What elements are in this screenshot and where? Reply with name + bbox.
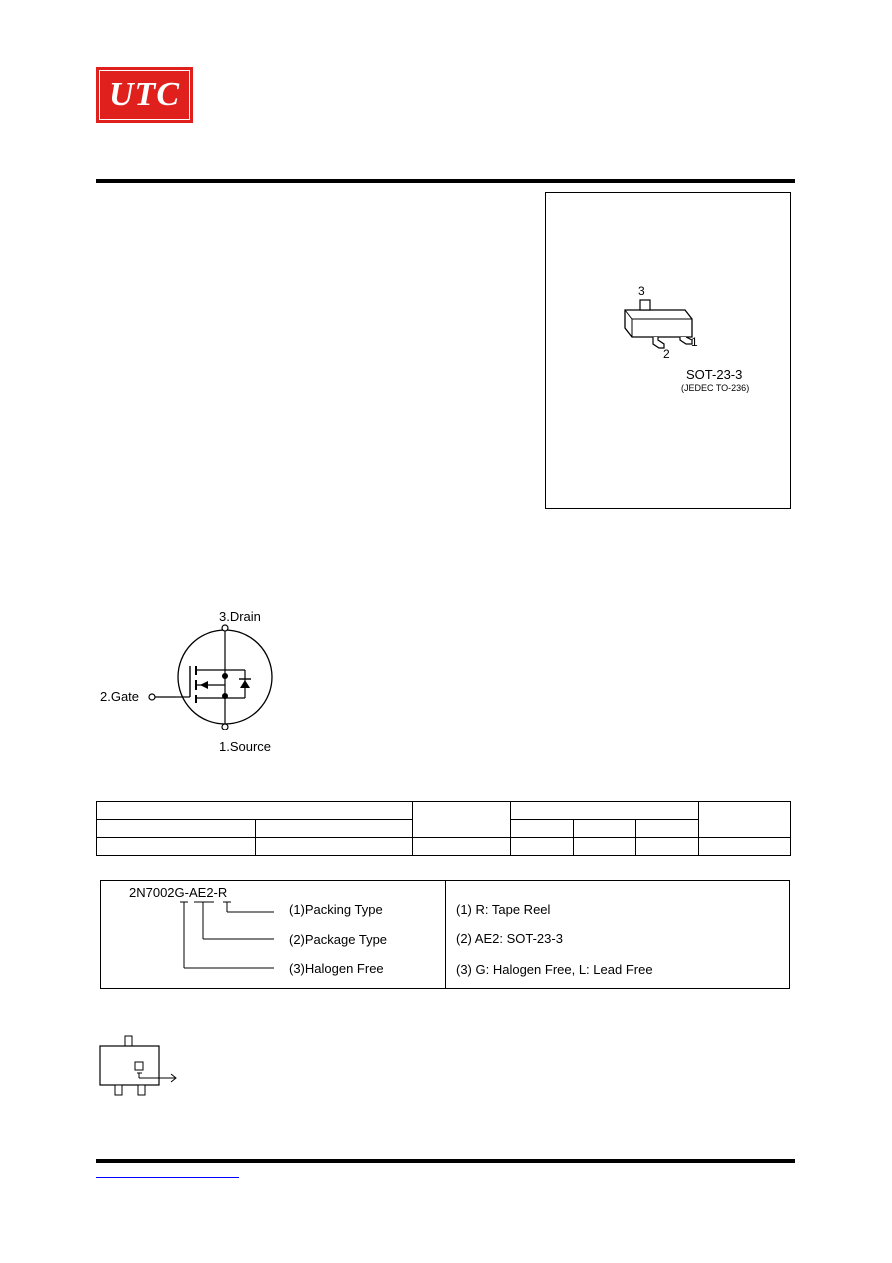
sot23-marking-icon [95, 1032, 185, 1102]
table-cell [574, 820, 636, 838]
part-number: 2N7002G-AE2-R [129, 885, 228, 900]
table-cell [511, 802, 699, 820]
ordering-code-divider [445, 880, 446, 989]
table-cell [97, 838, 256, 856]
logo-text: UTC [109, 76, 180, 113]
drain-label: 3.Drain [219, 609, 261, 624]
footer-rule [96, 1159, 795, 1163]
logo-frame [99, 70, 190, 120]
table-cell [97, 820, 256, 838]
table-cell [255, 820, 412, 838]
table-cell [412, 838, 511, 856]
ordering-table [96, 801, 791, 856]
utc-logo [96, 67, 193, 123]
table-cell [574, 838, 636, 856]
table-header-row [97, 802, 791, 820]
package-type-value: (2) AE2: SOT-23-3 [456, 931, 563, 946]
mosfet-symbol-icon [140, 620, 290, 730]
gate-label: 2.Gate [100, 689, 140, 704]
table-cell [636, 838, 699, 856]
packing-type-value: (1) R: Tape Reel [456, 902, 551, 917]
table-cell [699, 802, 791, 838]
table-cell [511, 838, 574, 856]
package-type-label: (2)Package Type [289, 932, 388, 947]
code-leader-lines [170, 898, 290, 973]
package-jedec: (JEDEC TO-236) [681, 383, 750, 393]
table-cell [636, 820, 699, 838]
pin3-label: 3 [638, 284, 645, 298]
table-cell [255, 838, 412, 856]
source-label: 1.Source [219, 739, 272, 754]
table-cell [412, 802, 511, 838]
footer-link[interactable] [96, 1177, 239, 1178]
packing-type-label: (1)Packing Type [289, 902, 383, 917]
table-cell [97, 802, 413, 820]
pin2-label: 2 [663, 347, 670, 361]
header-rule [96, 179, 795, 183]
package-name: SOT-23-3 [686, 367, 743, 382]
halogen-free-label: (3)Halogen Free [289, 961, 384, 976]
pin1-label: 1 [691, 335, 698, 349]
table-row [97, 838, 791, 856]
halogen-free-value: (3) G: Halogen Free, L: Lead Free [456, 962, 653, 977]
table-cell [699, 838, 791, 856]
table-cell [511, 820, 574, 838]
